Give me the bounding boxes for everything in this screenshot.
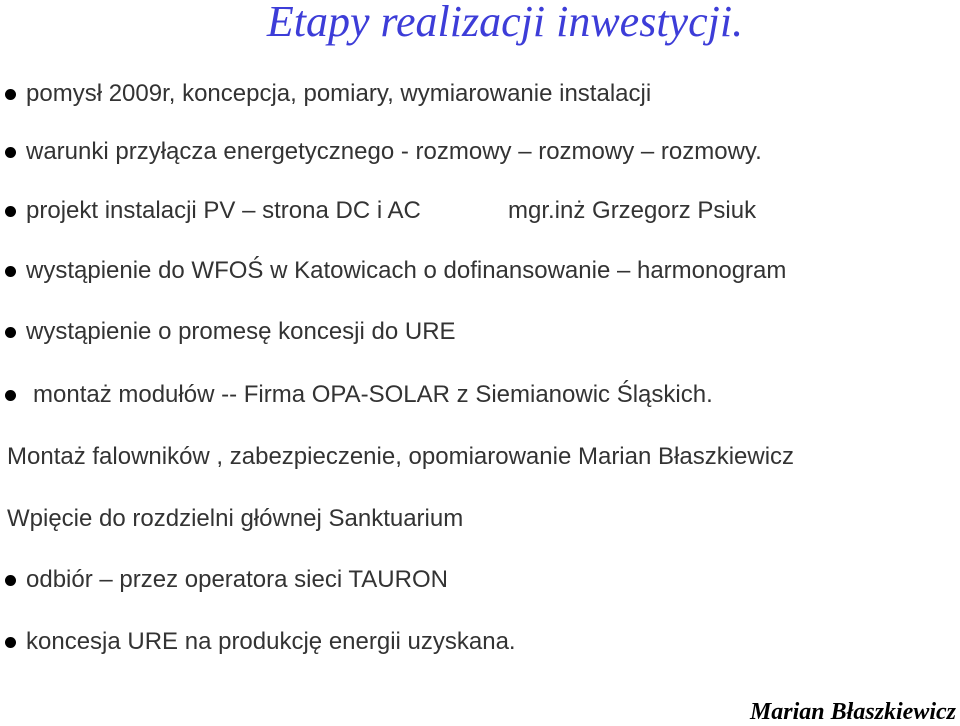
list-item: [0, 566, 960, 594]
signature: Marian Błaszkiewicz: [749, 699, 956, 725]
list-item-text: odbiór – przez operatora sieci TAURON: [26, 566, 448, 593]
list-item: [0, 197, 960, 225]
list-item-text: warunki przyłącza energetycznego - rozmowy – rozmowy – rozmowy.: [26, 138, 762, 165]
list-item-text: montaż modułów -- Firma OPA-SOLAR z Siemianowic Śląskich.: [33, 381, 713, 408]
list-item: [0, 381, 960, 409]
list-item: [0, 318, 960, 346]
list-item-text: wystąpienie o promesę koncesji do URE: [26, 318, 456, 345]
list-item: [0, 505, 960, 533]
list-item-text: koncesja URE na produkcję energii uzyskana.: [26, 628, 516, 655]
bullet-icon: [5, 206, 16, 217]
list-item-author: mgr.inż Grzegorz Psiuk: [508, 197, 757, 224]
list-item-text: Montaż falowników , zabezpieczenie, opomiarowanie Marian Błaszkiewicz: [7, 443, 795, 470]
bullet-icon: [5, 266, 16, 277]
bullet-icon: [5, 89, 16, 100]
page-title: Etapy realizacji inwestycji.: [266, 0, 744, 46]
list-item: [0, 628, 960, 656]
bullet-icon: [5, 575, 16, 586]
list-item: [0, 257, 960, 285]
bullet-icon: [5, 637, 16, 648]
bullet-icon: [5, 390, 16, 401]
list-item-text: pomysł 2009r, koncepcja, pomiary, wymiarowanie instalacji: [26, 80, 652, 107]
list-item-text: wystąpienie do WFOŚ w Katowicach o dofinansowanie – harmonogram: [26, 257, 787, 284]
list-item-text: Wpięcie do rozdzielni głównej Sanktuarium: [7, 505, 464, 532]
bullet-icon: [5, 147, 16, 158]
list-item: [0, 80, 960, 108]
list-item-text: projekt instalacji PV – strona DC i AC: [26, 197, 421, 224]
list-item: [0, 443, 960, 471]
list-item: [0, 138, 960, 166]
bullet-icon: [5, 327, 16, 338]
